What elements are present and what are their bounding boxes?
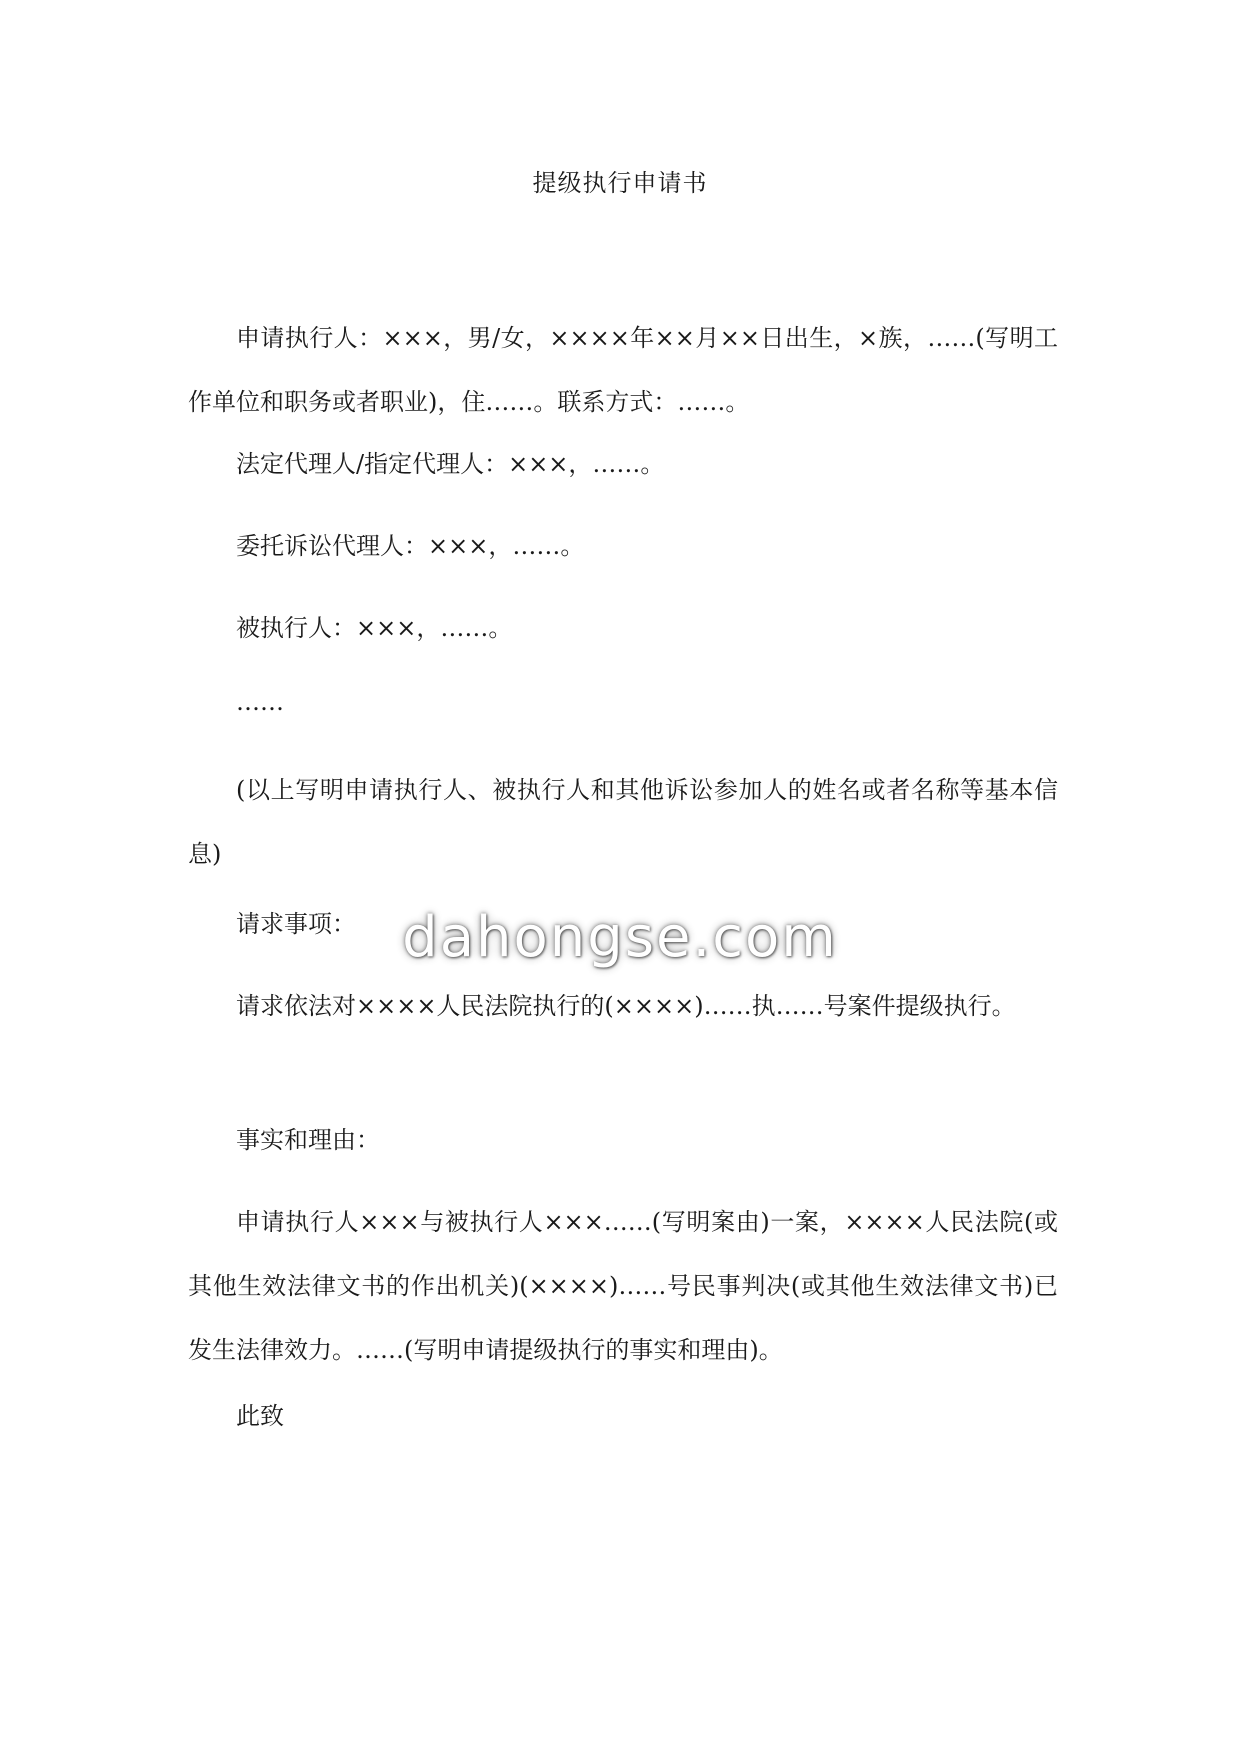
paragraph-closing bbox=[188, 1384, 1058, 1448]
paragraph-text: 申请执行人：×××，男/女，××××年××月××日出生，×族，……(写明工作单位和职务或者职业)，住……。联系方式：……。 bbox=[188, 324, 1058, 416]
paragraph-text: 被执行人：×××，……。 bbox=[236, 614, 513, 642]
paragraph-legal-agent bbox=[188, 432, 1058, 496]
paragraph-text: 请求依法对××××人民法院执行的(××××)……执……号案件提级执行。 bbox=[236, 992, 1016, 1020]
document-title: 提级执行申请书 bbox=[532, 169, 708, 197]
paragraph-text: 法定代理人/指定代理人：×××，……。 bbox=[236, 450, 665, 478]
paragraph-text: (以上写明申请执行人、被执行人和其他诉讼参加人的姓名或者名称等基本信息) bbox=[188, 776, 1058, 868]
paragraph-text: 事实和理由： bbox=[236, 1126, 380, 1154]
paragraph-text: 申请执行人×××与被执行人×××……(写明案由)一案，××××人民法院(或其他生效法律文书的作出机关)(××××)……号民事判决(或其他生效法律文书)已发生法律效力。……(写明申请提级执行的事实和理由)。 bbox=[188, 1208, 1058, 1364]
paragraph-note bbox=[188, 758, 1058, 886]
paragraph-text: …… bbox=[236, 688, 284, 716]
paragraph-ellipsis bbox=[188, 670, 1058, 734]
watermark: dahongse.com bbox=[402, 905, 838, 970]
paragraph-facts-heading bbox=[188, 1108, 1058, 1172]
paragraph-applicant bbox=[188, 306, 1058, 434]
paragraph-claims bbox=[188, 974, 1058, 1038]
paragraph-text: 委托诉讼代理人：×××，……。 bbox=[236, 532, 585, 560]
paragraph-text: 请求事项： bbox=[236, 910, 356, 938]
paragraph-facts bbox=[188, 1190, 1058, 1382]
paragraph-respondent bbox=[188, 596, 1058, 660]
paragraph-text: 此致 bbox=[236, 1402, 284, 1430]
paragraph-entrusted-agent bbox=[188, 514, 1058, 578]
